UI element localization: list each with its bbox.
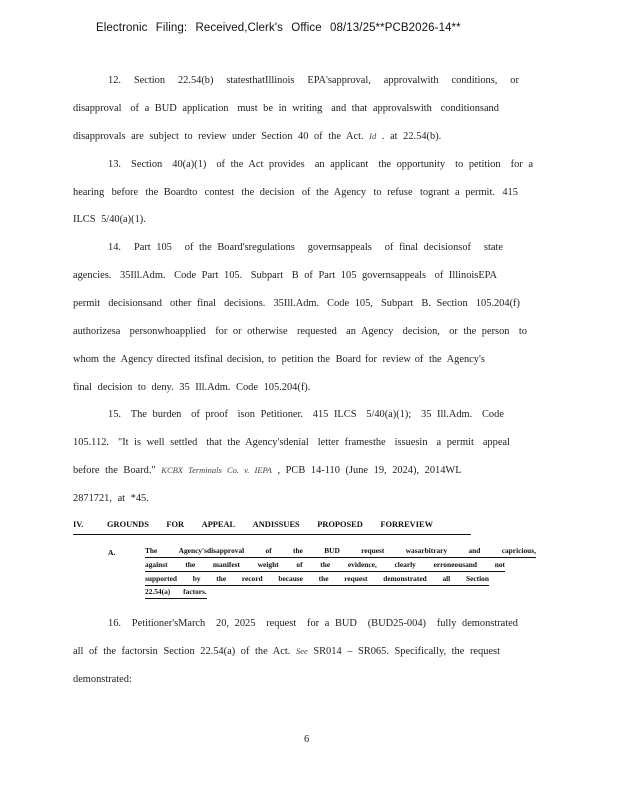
text-span: must be in writing (237, 103, 323, 114)
page-number: 6 (304, 734, 310, 745)
text-span: for a BUD (307, 618, 357, 629)
p14-line-3 (73, 297, 520, 310)
text-span: 20, 2025 (216, 618, 256, 629)
text-span: disapproval (73, 103, 122, 114)
p12-line-1 (108, 74, 519, 87)
text-span: before the Board." (73, 465, 156, 476)
text-span: ison Petitioner. (237, 409, 304, 420)
text-span: because (278, 574, 303, 583)
p14-line-5 (73, 353, 485, 366)
subheading-line-3 (145, 574, 489, 586)
text-span: EPA'sapproval, (307, 75, 371, 86)
text-span: governsappeals (307, 242, 372, 253)
text-span: disapprovals are subject to review under Section 40 of the Act. (73, 131, 364, 142)
text-span: the (320, 560, 331, 569)
text-span: SR014 – SR065. Specifically, the request (313, 646, 500, 657)
text-span: or the person (449, 326, 510, 337)
text-span: of (296, 560, 303, 569)
text-span: to (518, 326, 527, 337)
text-span: issuesin (394, 437, 428, 448)
text-span: 105.112. (73, 437, 109, 448)
text-span: itsfinal (194, 354, 223, 365)
text-span: . at 22.54(b). (381, 131, 442, 142)
p12-line-3 (73, 130, 441, 143)
p15-line-2 (73, 436, 510, 449)
text-span: of the Act provides (216, 159, 305, 170)
text-span: of proof (191, 409, 228, 420)
text-span: to petition (455, 159, 501, 170)
text-span: by (192, 574, 201, 583)
text-span: the Board (317, 354, 361, 365)
text-span: an Agency (346, 326, 394, 337)
text-span: not (494, 560, 505, 569)
text-span: 22.54(a) factors. (145, 587, 207, 596)
text-span: that the Agency'sdenial (206, 437, 309, 448)
text-span: Code Part 105. (174, 270, 243, 281)
paragraph-number: 12. (108, 75, 121, 86)
text-span: BUD (324, 546, 340, 555)
text-span: The (145, 546, 158, 555)
text-span: letter framesthe (317, 437, 386, 448)
text-span: erroneousand (433, 560, 477, 569)
text-span: 5/40(a)(1); (366, 409, 412, 420)
heading-word: PROPOSED (317, 520, 363, 529)
text-span: decisions. (224, 298, 266, 309)
p13-line-1 (108, 158, 533, 171)
text-span: Code 105, (327, 298, 373, 309)
text-span: 40(a)(1) (172, 159, 207, 170)
text-span: decisionsand (108, 298, 162, 309)
text-span: Subpart (380, 298, 414, 309)
text-span: the Agency (102, 354, 153, 365)
heading-word: FORREVIEW (380, 520, 433, 529)
text-span: demonstrated (383, 574, 427, 583)
text-span: togrant a permit. (419, 187, 495, 198)
text-span: the (216, 574, 227, 583)
text-span: the decision (241, 187, 295, 198)
text-span: decision, (402, 326, 440, 337)
text-span: conditionsand (440, 103, 499, 114)
text-span: 22.54(b) (177, 75, 214, 86)
text-span: permit (73, 298, 101, 309)
text-span: (BUD25-004) (367, 618, 426, 629)
heading-word: ANDISSUES (252, 520, 300, 529)
text-span: The burden (130, 409, 182, 420)
p14-line-6: final decision to deny. 35 Ill.Adm. Code 105.204(f). (73, 382, 311, 393)
citation: See (295, 646, 308, 656)
p15-line-4: 2871721, at *45. (73, 493, 149, 504)
text-span: Agency'sdisapproval (178, 546, 245, 555)
p16-line-2 (73, 645, 500, 658)
text-span: decision, (226, 354, 265, 365)
text-span: of a BUD application (130, 103, 229, 114)
text-span: the Boardto (145, 187, 198, 198)
text-span: contest (204, 187, 235, 198)
text-span: directed (156, 354, 191, 365)
text-span: of the Board'sregulations (184, 242, 295, 253)
text-span: fully demonstrated (436, 618, 518, 629)
p12-line-2 (73, 102, 499, 115)
text-span: request (344, 574, 368, 583)
text-span: request (361, 546, 385, 555)
text-span: of IllinoisEPA (434, 270, 497, 281)
text-span: manifest (212, 560, 240, 569)
text-span: Section (131, 159, 163, 170)
heading-word: FOR (166, 520, 185, 529)
text-span: approvalwith (383, 75, 439, 86)
paragraph-number: 16. (108, 618, 121, 629)
text-span: 35Ill.Adm. (273, 298, 320, 309)
text-span: and (468, 546, 481, 555)
subheading-line-4 (145, 587, 207, 599)
section-number: IV. (73, 520, 84, 529)
text-span: Subpart (250, 270, 284, 281)
text-span: statesthatIllinois (226, 75, 295, 86)
p15-line-1 (108, 408, 504, 421)
text-span: the (185, 560, 196, 569)
text-span: state (483, 242, 503, 253)
text-span: the opportunity (378, 159, 446, 170)
text-span: "It is well settled (117, 437, 198, 448)
text-span: requested (296, 326, 337, 337)
p15-line-3 (73, 464, 462, 477)
text-span: an applicant (314, 159, 369, 170)
text-span: or (510, 75, 519, 86)
text-span: hearing (73, 187, 105, 198)
subheading-line-2 (145, 560, 505, 572)
text-span: Section (133, 75, 166, 86)
text-span: whom (73, 354, 99, 365)
text-span: of the Agency (301, 187, 367, 198)
subheading-line-1 (145, 546, 536, 558)
text-span: supported (145, 574, 178, 583)
text-span: before (111, 187, 139, 198)
text-span: all of the factorsin Section 22.54(a) of the Act. (73, 646, 291, 657)
text-span: weight (257, 560, 279, 569)
text-span: Section (465, 574, 489, 583)
text-span: all (442, 574, 451, 583)
text-span: clearly (394, 560, 416, 569)
text-span: B. Section (421, 298, 468, 309)
text-span: and that approvalswith (331, 103, 432, 114)
text-span: of final decisionsof (384, 242, 471, 253)
heading-word: GROUNDS (107, 520, 149, 529)
text-span: 415 (502, 187, 518, 198)
text-span: 35 Ill.Adm. (421, 409, 473, 420)
text-span: wasarbitrary (405, 546, 448, 555)
text-span: evidence, (347, 560, 377, 569)
p16-line-3: demonstrated: (73, 674, 132, 685)
text-span: a permit (436, 437, 474, 448)
text-span: other final (170, 298, 216, 309)
p14-line-2 (73, 269, 497, 282)
text-span: personwhoapplied (129, 326, 206, 337)
text-span: against (145, 560, 168, 569)
section-heading (73, 520, 471, 535)
text-span: to petition (267, 354, 314, 365)
citation: KCBX Terminals Co. v. IEPA (161, 465, 272, 475)
p16-line-1 (108, 617, 518, 630)
text-span: appeal (482, 437, 510, 448)
text-span: for review (364, 354, 411, 365)
text-span: 105.204(f) (475, 298, 520, 309)
text-span: conditions, (451, 75, 498, 86)
text-span: to refuse (373, 187, 413, 198)
text-span: record (241, 574, 263, 583)
text-span: authorizesa (73, 326, 121, 337)
text-span: the (318, 574, 329, 583)
filing-header: Electronic Filing: Received,Clerk's Office 08/13/25**PCB2026-14** (96, 22, 461, 34)
text-span: Code (482, 409, 504, 420)
paragraph-number: 13. (108, 159, 121, 170)
text-span: for or otherwise (215, 326, 288, 337)
text-span: 35Ill.Adm. (119, 270, 166, 281)
text-span: agencies. (73, 270, 112, 281)
p14-line-4 (73, 325, 527, 338)
citation: Id (369, 131, 377, 141)
text-span: capricious, (501, 546, 536, 555)
text-span: B of Part 105 governsappeals (291, 270, 427, 281)
p14-line-1 (108, 241, 503, 254)
text-span: of (265, 546, 272, 555)
p13-line-3: ILCS 5/40(a)(1). (73, 214, 146, 225)
text-span: Petitioner'sMarch (131, 618, 206, 629)
paragraph-number: 14. (108, 242, 121, 253)
text-span: 415 ILCS (312, 409, 357, 420)
section-title (107, 520, 471, 529)
text-span: of the Agency's (414, 354, 485, 365)
paragraph-number: 15. (108, 409, 121, 420)
subheading-letter: A. (108, 548, 116, 557)
heading-word: APPEAL (201, 520, 236, 529)
text-span: request (266, 618, 297, 629)
text-span: for a (510, 159, 533, 170)
text-span: , PCB 14-110 (June 19, 2024), 2014WL (277, 465, 462, 476)
p13-line-2 (73, 186, 518, 199)
text-span: Part 105 (133, 242, 172, 253)
text-span: the (293, 546, 303, 555)
